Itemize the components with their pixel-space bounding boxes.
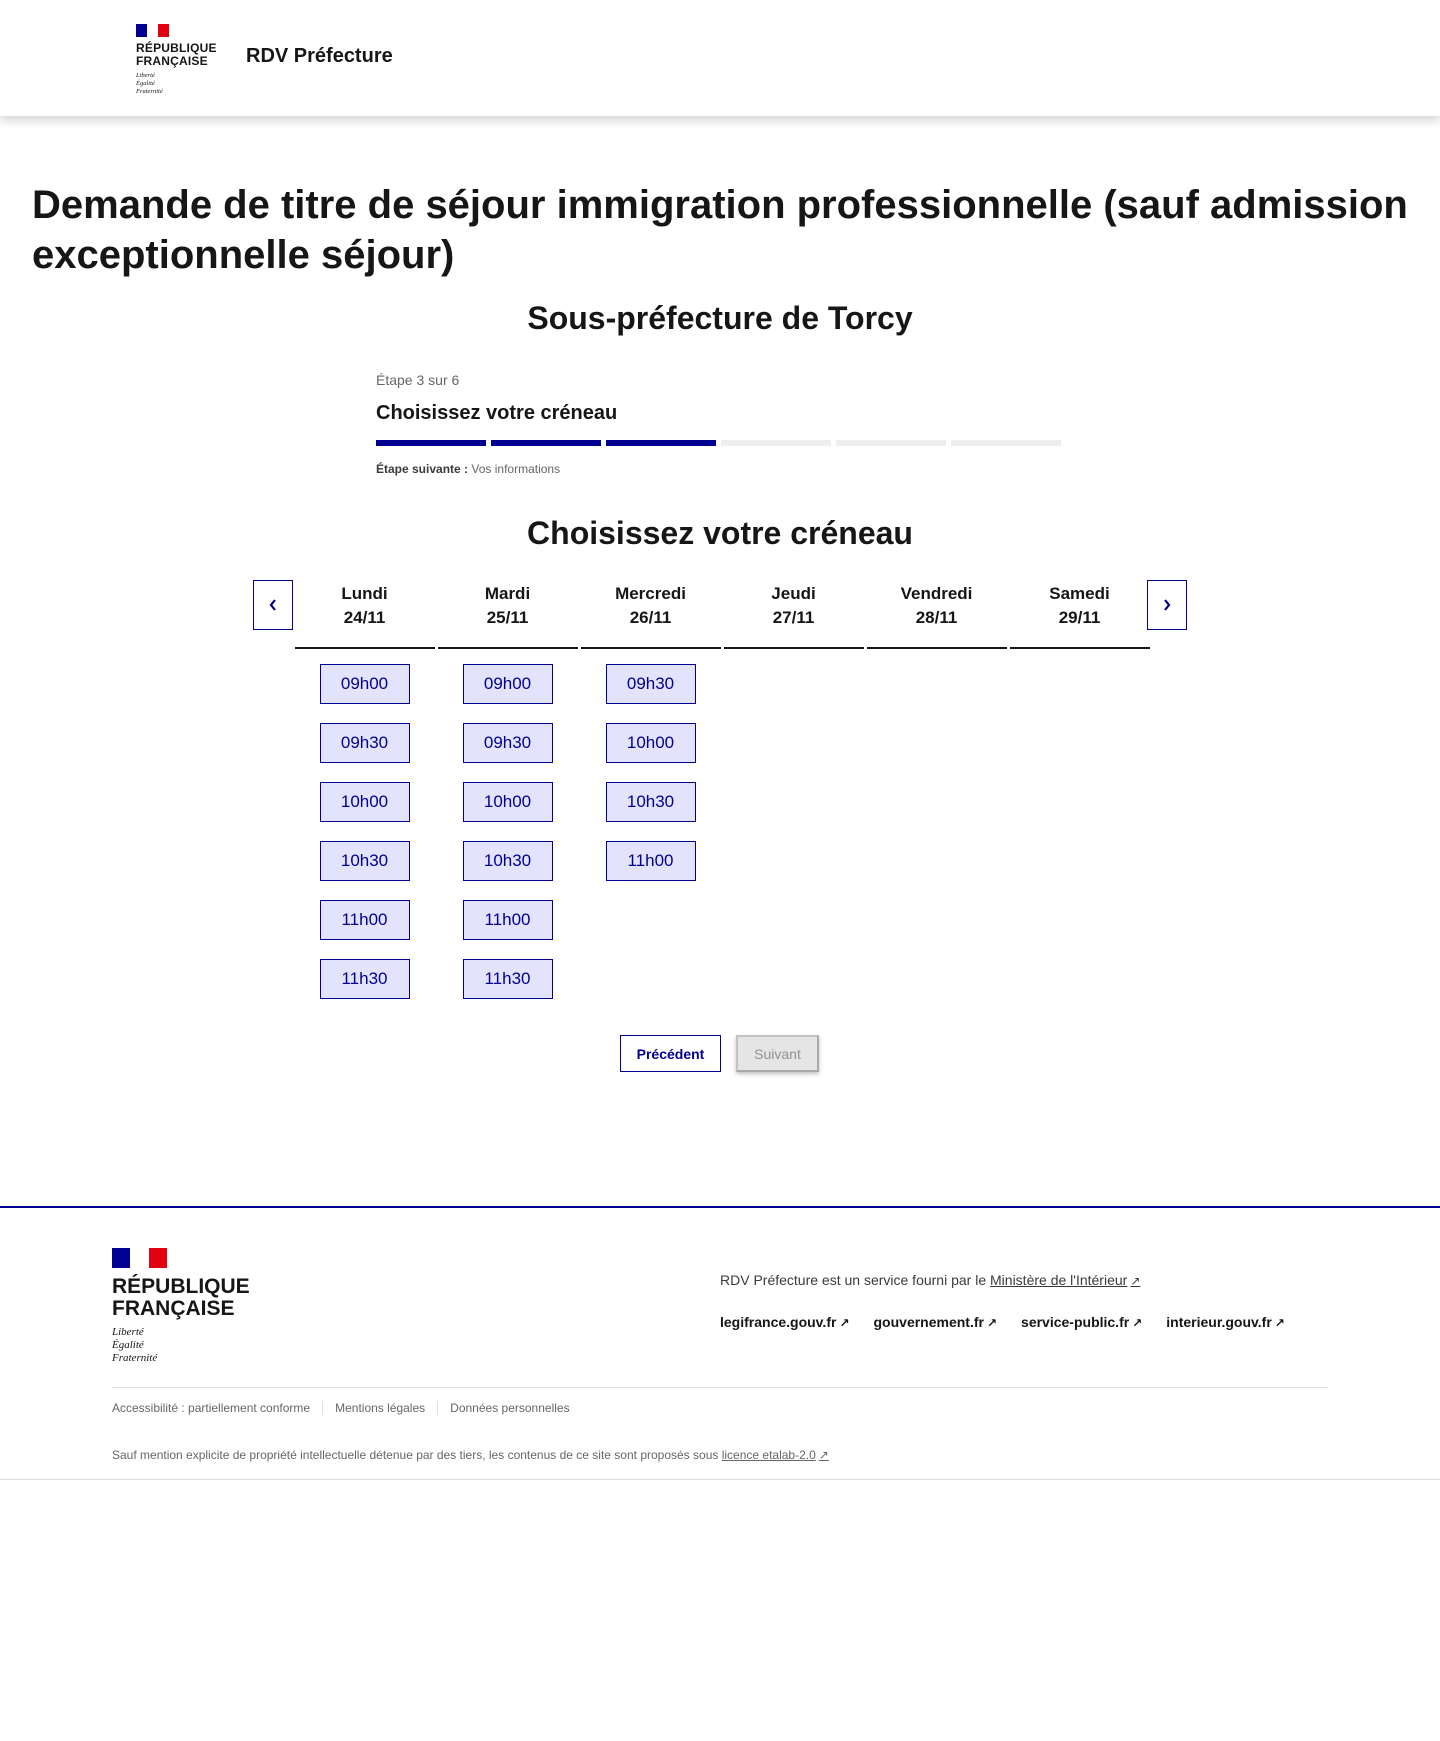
previous-week-button[interactable] (253, 580, 293, 630)
footer-link-label: gouvernement.fr (873, 1314, 984, 1330)
footer-link-label: interieur.gouv.fr (1166, 1314, 1272, 1330)
footer-motto-egalite: Égalité (112, 1339, 144, 1351)
day-column (1008, 580, 1151, 999)
footer-logo-line1: RÉPUBLIQUE (112, 1275, 250, 1298)
day-header (867, 580, 1007, 649)
day-header (581, 580, 721, 649)
ministere-link[interactable] (990, 1272, 1140, 1288)
republique-francaise-logo[interactable] (136, 24, 226, 96)
chevron-left-icon (268, 598, 278, 612)
motto-egalite: Égalité (136, 80, 155, 87)
step-bar-5 (836, 440, 946, 446)
day-column (865, 580, 1008, 999)
ministere-link-label: Ministère de l'Intérieur (990, 1272, 1128, 1288)
day-column (579, 580, 722, 999)
service-title[interactable]: RDV Préfecture (246, 45, 393, 67)
footer-description (720, 1272, 1140, 1288)
step-progress-bars (376, 440, 1064, 446)
footer-link-label: service-public.fr (1021, 1314, 1130, 1330)
footer-bottom-links (112, 1401, 582, 1415)
step-next-value: Vos informations (471, 462, 561, 476)
marianne-flag-icon (112, 1248, 167, 1268)
motto-fraternite: Fraternité (136, 88, 163, 95)
step-bar-1 (376, 440, 486, 446)
next-button[interactable]: Suivant (736, 1035, 819, 1072)
day-date: 27/11 (772, 608, 815, 627)
time-slot-button[interactable]: 11h00 (606, 841, 696, 881)
step-next-label: Étape suivante : (376, 462, 469, 476)
day-date: 25/11 (486, 608, 529, 627)
footer-divider (112, 1387, 1328, 1388)
step-next (376, 462, 1064, 476)
footer-link[interactable] (1166, 1314, 1285, 1330)
day-name: Lundi (341, 584, 388, 603)
step-count: Étape 3 sur 6 (376, 372, 460, 388)
motto-liberte: Liberté (136, 72, 155, 79)
day-header (724, 580, 864, 649)
footer-desc-text: RDV Préfecture est un service fourni par le (720, 1272, 987, 1288)
logo-text (136, 42, 226, 68)
footer-logo[interactable] (112, 1248, 250, 1365)
footer-logo-text (112, 1276, 250, 1320)
next-week-button[interactable] (1147, 580, 1187, 630)
footer-links (720, 1314, 1285, 1330)
marianne-flag-icon (136, 24, 169, 37)
step-bar-3 (606, 440, 716, 446)
time-slot-button[interactable]: 10h30 (606, 782, 696, 822)
footer-link[interactable] (720, 1314, 850, 1330)
day-header (1010, 580, 1150, 649)
external-link-icon: ↗ (986, 1316, 998, 1330)
logo-line1: RÉPUBLIQUE (136, 41, 217, 55)
day-date: 28/11 (915, 608, 958, 627)
day-column (293, 580, 436, 999)
day-header (438, 580, 578, 649)
footer-bottom-link[interactable]: Accessibilité : partiellement conforme (112, 1401, 311, 1415)
time-slot-button[interactable]: 10h00 (463, 782, 553, 822)
external-link-icon: ↗ (1130, 1274, 1141, 1288)
footer-bottom-link[interactable]: Mentions légales (322, 1401, 437, 1415)
licence-link-label: licence etalab-2.0 (721, 1448, 816, 1462)
slot-section-title: Choisissez votre créneau (527, 515, 913, 551)
logo-motto (136, 72, 226, 96)
day-header (295, 580, 435, 649)
footer-motto-liberte: Liberté (112, 1326, 144, 1338)
footer-link[interactable] (874, 1314, 998, 1330)
slot-list (606, 664, 696, 881)
day-name: Samedi (1049, 584, 1110, 603)
time-slot-button[interactable]: 11h30 (320, 959, 410, 999)
time-slot-button[interactable]: 10h30 (463, 841, 553, 881)
time-slot-button[interactable]: 11h00 (463, 900, 553, 940)
chevron-right-icon (1162, 598, 1172, 612)
external-link-icon: ↗ (1274, 1316, 1285, 1330)
slot-list (320, 664, 410, 999)
step-bar-6 (951, 440, 1061, 446)
step-bar-2 (491, 440, 601, 446)
time-slot-button[interactable]: 09h00 (320, 664, 410, 704)
prefecture-name: Sous-préfecture de Torcy (527, 300, 913, 336)
footer-bottom-link[interactable]: Données personnelles (437, 1401, 581, 1415)
time-slot-button[interactable]: 09h00 (463, 664, 553, 704)
logo-line2: FRANÇAISE (136, 54, 208, 68)
time-slot-button[interactable]: 10h00 (606, 723, 696, 763)
day-date: 24/11 (343, 608, 386, 627)
licence-text: Sauf mention explicite de propriété intellectuelle détenue par des tiers, les contenus de ce site sont proposés sous (112, 1448, 719, 1462)
time-slot-button[interactable]: 09h30 (463, 723, 553, 763)
footer-motto (112, 1326, 250, 1365)
time-slot-button[interactable]: 10h00 (320, 782, 410, 822)
footer-logo-line2: FRANÇAISE (112, 1297, 235, 1320)
time-slot-button[interactable]: 11h30 (463, 959, 553, 999)
day-name: Vendredi (900, 584, 973, 603)
time-slot-button[interactable]: 09h30 (606, 664, 696, 704)
site-footer (0, 1206, 1440, 1480)
step-bar-4 (721, 440, 831, 446)
licence-link[interactable] (722, 1448, 829, 1462)
day-name: Mardi (484, 584, 531, 603)
day-name: Jeudi (771, 584, 816, 603)
external-link-icon: ↗ (1132, 1316, 1143, 1330)
footer-link-label: legifrance.gouv.fr (720, 1314, 837, 1330)
step-title: Choisissez votre créneau (376, 402, 618, 424)
external-link-icon: ↗ (839, 1316, 850, 1330)
day-column (436, 580, 579, 999)
time-slot-button[interactable]: 10h30 (320, 841, 410, 881)
footer-licence (112, 1448, 829, 1462)
day-name: Mercredi (615, 584, 686, 603)
footer-motto-fraternite: Fraternité (112, 1352, 158, 1364)
previous-button[interactable]: Précédent (620, 1035, 721, 1072)
day-column (722, 580, 865, 999)
footer-link[interactable] (1021, 1314, 1142, 1330)
day-date: 29/11 (1058, 608, 1101, 627)
page-title: Demande de titre de séjour immigration professionnelle (sauf admission exceptionnelle séjour) (32, 183, 1408, 277)
site-header (0, 0, 1440, 116)
calendar-days (293, 580, 1151, 999)
time-slot-button[interactable]: 11h00 (320, 900, 410, 940)
day-date: 26/11 (629, 608, 672, 627)
slot-list (463, 664, 553, 999)
time-slot-button[interactable]: 09h30 (320, 723, 410, 763)
stepper (376, 372, 1064, 476)
external-link-icon: ↗ (818, 1448, 829, 1462)
